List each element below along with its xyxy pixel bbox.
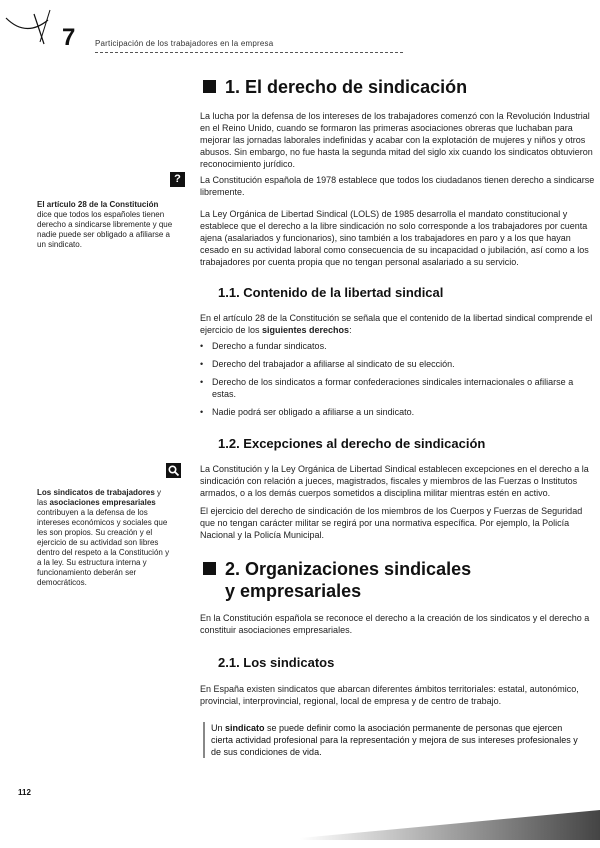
section-2-1-paragraph-1: En España existen sindicatos que abarcan diferentes ámbitos territoriales: estatal, autonómico, provincial, interprovincial, regional, local de empresa y de centro de trabajo. — [200, 684, 579, 706]
section-2-1-heading: 2.1. Los sindicatos — [218, 655, 335, 670]
chapter-number: 7 — [62, 24, 76, 51]
margin-note-2-bold-2: asociaciones empresariales — [49, 498, 156, 507]
section-1-2-heading: 1.2. Excepciones al derecho de sindicación — [218, 436, 486, 451]
section-1-1-intro — [200, 312, 598, 336]
section-2-heading-line-1: 2. Organizaciones sindicales — [225, 559, 472, 579]
list-item: • Derecho a fundar sindicatos. — [200, 340, 598, 352]
margin-note-2 — [37, 488, 173, 588]
section-1-1-heading: 1.1. Contenido de la libertad sindical — [218, 285, 444, 300]
definition-term: sindicato — [225, 723, 265, 733]
section-1-paragraph-2: La Constitución española de 1978 establece que todos los ciudadanos tienen derecho a sindicarse libremente. — [200, 175, 595, 197]
rights-list — [200, 340, 598, 424]
margin-note-1 — [37, 200, 173, 250]
section-1-heading — [203, 76, 467, 98]
running-title: Participación de los trabajadores en la empresa — [95, 39, 274, 48]
section-1-2-paragraph-2: El ejercicio del derecho de sindicación de los miembros de los Cuerpos y Fuerzas de Seguridad que no tengan carácter militar se regirá por una normativa específica. Por ejemplo, la Policía Nacional y la Policía Municipal. — [200, 506, 583, 540]
definition-after: se puede definir como la asociación permanente de personas que ejercen cierta actividad profesional para la representación y mejora de sus intereses profesionales y de sus condiciones de vida. — [211, 723, 578, 757]
section-2-heading-line-2: y empresariales — [225, 581, 362, 601]
section-2-paragraph-1: En la Constitución española se reconoce el derecho a la creación de los sindicatos y el derecho a constituir asociaciones empresariales. — [200, 613, 590, 635]
definition-text — [211, 722, 583, 758]
margin-note-2-mid: y las — [37, 488, 162, 507]
margin-note-1-text: dice que todos los españoles tienen derecho a sindicarse libremente y que nadie puede ser obligado a afiliarse a un sindicato. — [37, 210, 173, 249]
footer-gradient-graphic — [300, 810, 600, 840]
heading-square-icon — [203, 80, 216, 93]
section-1-1-intro-a: En el artículo 28 de la Constitución se señala que el contenido de la libertad sindical comprende el ejercicio de los — [200, 313, 593, 335]
margin-note-1-bold: El artículo 28 de la Constitución — [37, 200, 159, 209]
section-1-2-paragraph-1: La Constitución y la Ley Orgánica de Libertad Sindical establecen excepciones en el derecho a la sindicación con relación a jueces, magistrados, fiscales y miembros de las Fuerzas o Institutos armados, o a los demás cuerpos sometidos a disciplina militar mientras estén en activo. — [200, 464, 589, 498]
margin-note-2-text: contribuyen a la defensa de los intereses económicos y sociales que les son propios. Su creación y el ejercicio de su actividad son libres dentro del respeto a la Constitución y a la ley. Su estructura interna y funcionamiento deberán ser democráticos. — [37, 508, 170, 587]
list-item: • Derecho del trabajador a afiliarse al sindicato de su elección. — [200, 358, 598, 370]
section-2-heading — [203, 558, 471, 602]
section-1-paragraph-1: La lucha por la defensa de los intereses de los trabajadores comenzó con la Revolución Industrial en el Reino Unido, cuando se formaron las primeras asociaciones obreras que luchaban para mejorar las jornadas laborales indefinidas y acabar con la explotación de mujeres y niños y otros abusos. Sin embargo, no fue hasta la segunda mitad del siglo xix cuando los sindicatos obtuvieron reconocimiento jurídico. — [200, 111, 593, 169]
magnifier-icon — [166, 463, 181, 478]
section-1-heading-text: 1. El derecho de sindicación — [225, 77, 468, 97]
section-1-paragraph-3: La Ley Orgánica de Libertad Sindical (LOLS) de 1985 desarrolla el mandato constitucional y establece que el derecho a la libre sindicación no solo corresponde a los trabajadores por cuenta ajena (asalariados y funcionarios), sino también a los trabajadores en paro y a los que hayan cesado en su actividad laboral como consecuencia de su incapacidad o jubilación, así como a los trabajadores por cuenta propia que no tengan personal asalariado a su servicio. — [200, 209, 589, 267]
definition-before: Un — [211, 723, 226, 733]
section-1-1-intro-bold: siguientes derechos — [262, 325, 350, 335]
page-number: 112 — [18, 788, 31, 797]
list-item: • Derecho de los sindicatos a formar confederaciones sindicales internacionales o afiliarse a estas. — [200, 376, 598, 400]
section-1-1-intro-c: : — [349, 325, 352, 335]
header-rule — [95, 52, 403, 53]
heading-square-icon — [203, 562, 216, 575]
margin-note-2-bold-1: Los sindicatos de trabajadores — [37, 488, 155, 497]
question-icon: ? — [170, 172, 185, 187]
list-item: • Nadie podrá ser obligado a afiliarse a un sindicato. — [200, 406, 598, 418]
definition-box — [203, 722, 583, 758]
chapter-swoosh-graphic — [4, 8, 64, 46]
